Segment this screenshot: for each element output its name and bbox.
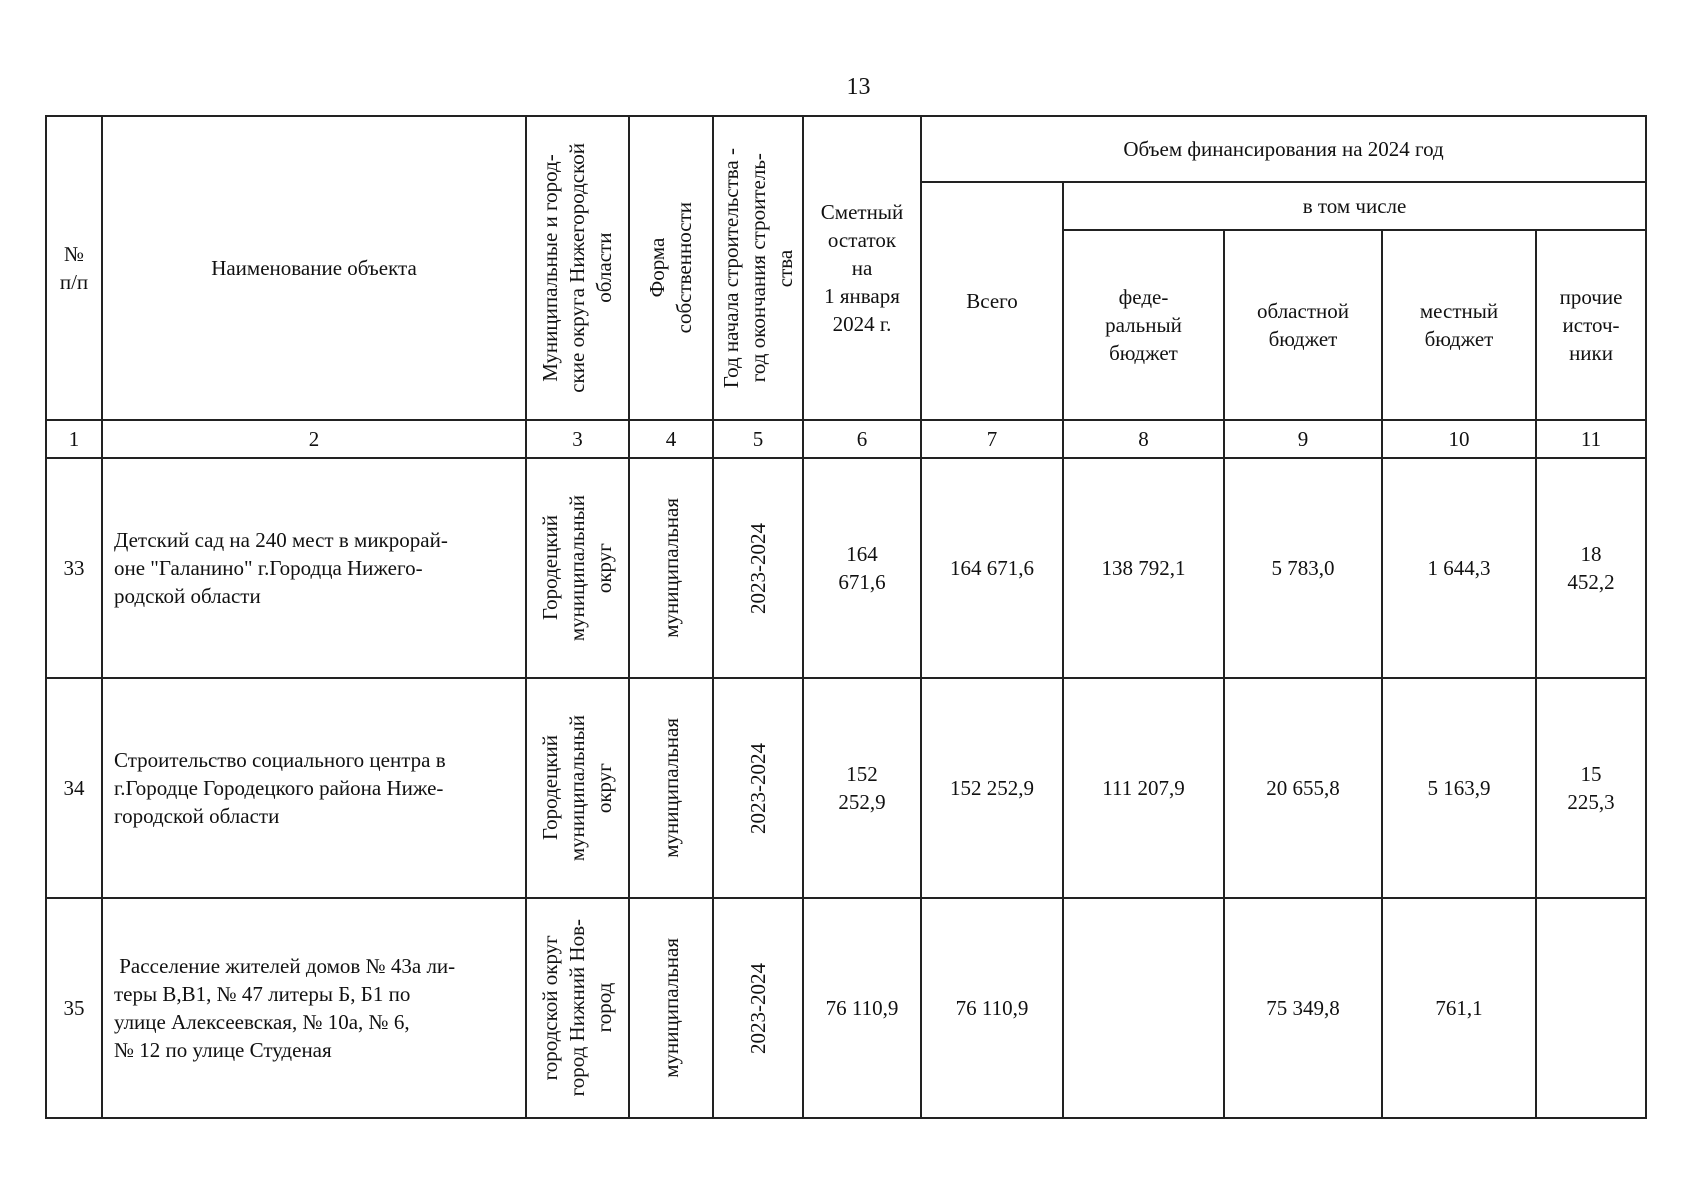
header-no-line1: № xyxy=(63,242,85,266)
federal-cell xyxy=(1063,898,1224,1118)
header-including-text: в том числе xyxy=(1302,194,1407,218)
row-no: 33 xyxy=(46,458,102,678)
header-years-line2: год окончания строитель- xyxy=(745,153,770,383)
column-number-row xyxy=(46,420,1646,458)
total-cell: 152 252,9 xyxy=(921,678,1063,898)
local-cell: 5 163,9 xyxy=(1382,678,1536,898)
header-total-text: Всего xyxy=(966,289,1018,313)
header-federal-line3: бюджет xyxy=(1109,341,1178,365)
header-total xyxy=(921,182,1063,420)
object-name-line: Расселение жителей домов № 43а ли- xyxy=(114,954,456,978)
other-cell xyxy=(1536,458,1646,678)
column-number: 1 xyxy=(46,420,102,458)
header-ownership-line2: собственности xyxy=(672,202,696,334)
header-row-1 xyxy=(46,116,1646,182)
header-municipality-line1: Муниципальные и город- xyxy=(538,154,562,382)
municipality-line: муниципальный xyxy=(565,714,589,862)
federal-cell: 138 792,1 xyxy=(1063,458,1224,678)
estimate-line: 152 xyxy=(846,762,878,786)
municipality-line: округ xyxy=(592,542,616,594)
years-cell xyxy=(713,678,803,898)
years-text: 2023-2024 xyxy=(745,742,770,834)
header-estimate-line5: 2024 г. xyxy=(832,312,892,336)
municipality-line: город xyxy=(592,983,616,1033)
column-number: 8 xyxy=(1063,420,1224,458)
other-cell xyxy=(1536,898,1646,1118)
years-text: 2023-2024 xyxy=(745,522,770,614)
header-other-line1: прочие xyxy=(1559,285,1623,309)
header-years-line1: Год начала строительства - xyxy=(718,147,743,389)
header-including xyxy=(1063,182,1646,230)
municipality-line: городской округ xyxy=(538,935,562,1081)
municipality-line: муниципальный xyxy=(565,494,589,642)
municipality-line: Городецкий xyxy=(538,515,562,621)
header-estimate xyxy=(803,116,921,420)
local-cell: 761,1 xyxy=(1382,898,1536,1118)
header-regional xyxy=(1224,230,1382,420)
regional-cell: 5 783,0 xyxy=(1224,458,1382,678)
object-name-line: оне "Галанино" г.Городца Нижего- xyxy=(114,556,423,580)
object-name-line: городской области xyxy=(114,804,280,828)
header-ownership xyxy=(629,116,713,420)
header-name xyxy=(102,116,526,420)
object-name-line: теры В,В1, № 47 литеры Б, Б1 по xyxy=(114,982,411,1006)
object-name xyxy=(102,678,526,898)
column-number: 3 xyxy=(526,420,629,458)
row-no: 35 xyxy=(46,898,102,1118)
municipality-line: город Нижний Нов- xyxy=(565,919,589,1097)
years-text: 2023-2024 xyxy=(745,962,770,1054)
estimate-line: 252,9 xyxy=(838,790,886,814)
header-federal-line2: ральный xyxy=(1105,313,1182,337)
object-name-line: Детский сад на 240 мест в микрорай- xyxy=(114,528,448,552)
header-federal xyxy=(1063,230,1224,420)
ownership-text: муниципальная xyxy=(658,498,683,638)
page-number: 13 xyxy=(846,74,871,100)
total-cell: 76 110,9 xyxy=(921,898,1063,1118)
header-funding-title-text: Объем финансирования на 2024 год xyxy=(1123,137,1444,161)
object-name xyxy=(102,458,526,678)
column-number: 10 xyxy=(1382,420,1536,458)
column-number: 7 xyxy=(921,420,1063,458)
other-line: 18 xyxy=(1580,542,1602,566)
column-number: 9 xyxy=(1224,420,1382,458)
column-number: 6 xyxy=(803,420,921,458)
funding-table xyxy=(45,115,1647,1119)
object-name-line: Строительство социального центра в xyxy=(114,748,446,772)
estimate-cell xyxy=(803,898,921,1118)
estimate-line: 164 xyxy=(846,542,878,566)
header-no-line2: п/п xyxy=(59,270,89,294)
header-ownership-line1: Форма xyxy=(645,238,669,298)
header-local-line1: местный xyxy=(1419,299,1499,323)
estimate-line: 76 110,9 xyxy=(825,996,899,1020)
column-number: 11 xyxy=(1536,420,1646,458)
table-row xyxy=(46,678,1646,898)
table-row xyxy=(46,898,1646,1118)
header-municipality xyxy=(526,116,629,420)
estimate-line: 671,6 xyxy=(838,570,886,594)
ownership-cell xyxy=(629,458,713,678)
header-other xyxy=(1536,230,1646,420)
column-number: 5 xyxy=(713,420,803,458)
header-local-line2: бюджет xyxy=(1424,327,1494,351)
header-years xyxy=(713,116,803,420)
column-number: 4 xyxy=(629,420,713,458)
years-cell xyxy=(713,898,803,1118)
regional-cell: 20 655,8 xyxy=(1224,678,1382,898)
header-other-line2: источ- xyxy=(1562,313,1620,337)
header-estimate-line4: 1 января xyxy=(824,284,900,308)
object-name-line: № 12 по улице Студеная xyxy=(114,1038,332,1062)
header-estimate-line3: на xyxy=(851,256,873,280)
ownership-text: муниципальная xyxy=(658,718,683,858)
header-other-line3: ники xyxy=(1569,341,1613,365)
header-local xyxy=(1382,230,1536,420)
table-row xyxy=(46,458,1646,678)
other-line: 452,2 xyxy=(1567,570,1615,594)
ownership-cell xyxy=(629,898,713,1118)
object-name-line: г.Городце Городецкого района Ниже- xyxy=(114,776,444,800)
header-no xyxy=(46,116,102,420)
years-cell xyxy=(713,458,803,678)
other-line: 225,3 xyxy=(1567,790,1615,814)
federal-cell: 111 207,9 xyxy=(1063,678,1224,898)
municipality-cell xyxy=(526,678,629,898)
ownership-cell xyxy=(629,678,713,898)
estimate-cell xyxy=(803,678,921,898)
header-regional-line2: бюджет xyxy=(1268,327,1338,351)
local-cell: 1 644,3 xyxy=(1382,458,1536,678)
municipality-cell xyxy=(526,898,629,1118)
column-number: 2 xyxy=(102,420,526,458)
header-estimate-line1: Сметный xyxy=(820,200,904,224)
header-funding-title xyxy=(921,116,1646,182)
object-name-line: улице Алексеевская, № 10а, № 6, xyxy=(114,1010,410,1034)
municipality-line: округ xyxy=(592,762,616,814)
municipality-line: Городецкий xyxy=(538,735,562,841)
object-name xyxy=(102,898,526,1118)
regional-cell: 75 349,8 xyxy=(1224,898,1382,1118)
estimate-cell xyxy=(803,458,921,678)
header-municipality-line2: ские округа Нижегородской xyxy=(565,143,589,393)
header-regional-line1: областной xyxy=(1257,299,1349,323)
header-estimate-line2: остаток xyxy=(827,228,897,252)
row-no: 34 xyxy=(46,678,102,898)
header-years-line3: ства xyxy=(772,249,797,287)
header-federal-line1: феде- xyxy=(1118,285,1169,309)
other-line: 15 xyxy=(1580,762,1602,786)
header-municipality-line3: области xyxy=(592,232,616,304)
total-cell: 164 671,6 xyxy=(921,458,1063,678)
municipality-cell xyxy=(526,458,629,678)
object-name-line: родской области xyxy=(114,584,261,608)
header-name-text: Наименование объекта xyxy=(211,256,417,280)
ownership-text: муниципальная xyxy=(658,938,683,1078)
other-cell xyxy=(1536,678,1646,898)
